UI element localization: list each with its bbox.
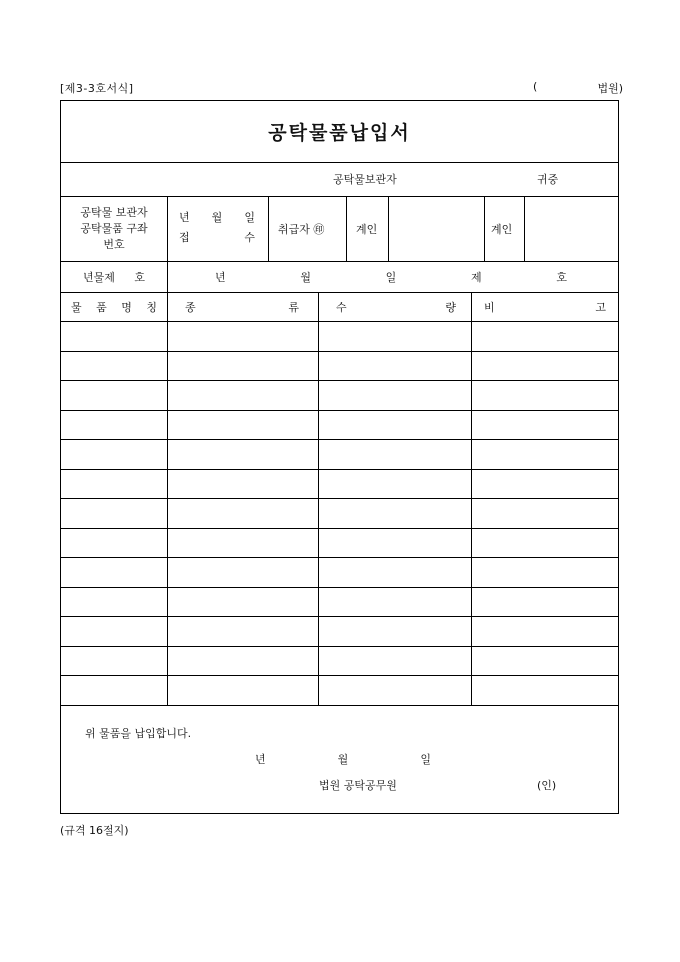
- account-seal-label: 계인: [356, 222, 378, 236]
- value-char: 년: [215, 270, 226, 284]
- label-line: 공탁물품 구좌: [80, 221, 148, 235]
- divider: [346, 196, 347, 261]
- divider: [268, 196, 269, 261]
- col-quantity: [336, 292, 456, 321]
- handler-label: 취급자 ㊞: [278, 222, 325, 236]
- number-row-label: [83, 261, 145, 292]
- closing-date: [255, 749, 431, 769]
- table-row-line: [61, 646, 618, 647]
- divider: [524, 196, 525, 261]
- seal-mark: (인): [537, 779, 557, 792]
- value-char: 호: [556, 270, 567, 284]
- label-line: 번호: [103, 237, 125, 251]
- deposit-form: [60, 100, 619, 814]
- divider: [167, 261, 168, 292]
- court-open-paren: (: [533, 80, 538, 93]
- receipt-char: 접: [179, 231, 190, 244]
- header-char: 칭: [146, 300, 157, 314]
- paper-size-note: (규격 16절지): [60, 824, 129, 837]
- year-char: 년: [179, 211, 190, 224]
- header-char: 수: [336, 300, 347, 314]
- header-char: 물: [71, 300, 82, 314]
- receipt-char: 수: [244, 231, 255, 244]
- honorific: 귀중: [537, 173, 559, 186]
- table-row-line: [61, 380, 618, 381]
- header-char: 품: [96, 300, 107, 314]
- table-row-line: [61, 587, 618, 588]
- table-row-line: [61, 675, 618, 676]
- label-part: 호: [134, 270, 145, 284]
- divider: [61, 321, 618, 322]
- header-char: 비: [484, 300, 495, 314]
- table-row-line: [61, 498, 618, 499]
- table-row-line: [61, 528, 618, 529]
- header-char: 고: [595, 300, 606, 314]
- divider: [61, 705, 618, 706]
- table-row-line: [61, 410, 618, 411]
- addressee: 공탁물보관자: [333, 173, 397, 186]
- court-label: 법원): [597, 82, 623, 95]
- header-char: 종: [185, 300, 196, 314]
- label-line: 공탁물 보관자: [80, 205, 148, 219]
- month-char: 월: [211, 211, 223, 224]
- header-char: 량: [445, 300, 456, 314]
- year-char: 년: [255, 753, 266, 766]
- receipt-cell: [179, 229, 255, 245]
- header-char: 명: [121, 300, 132, 314]
- header-char: 류: [288, 300, 299, 314]
- date-cell: [179, 209, 255, 225]
- table-row-line: [61, 439, 618, 440]
- signer: 법원 공탁공무원: [319, 779, 397, 792]
- column-divider: [471, 292, 472, 705]
- label-part: 년물제: [83, 270, 115, 284]
- table-row-line: [61, 616, 618, 617]
- day-char: 일: [420, 753, 431, 766]
- divider: [484, 196, 485, 261]
- col-item-name: [71, 292, 157, 321]
- column-divider: [167, 292, 168, 705]
- form-code: [제3-3호서식]: [60, 82, 134, 95]
- column-divider: [318, 292, 319, 705]
- table-row-line: [61, 557, 618, 558]
- divider: [388, 196, 389, 261]
- divider: [167, 196, 168, 261]
- account-number-label: [61, 196, 167, 261]
- form-title: 공탁물품납입서: [268, 121, 411, 144]
- col-note: [484, 292, 606, 321]
- value-char: 월: [300, 270, 311, 284]
- closing-statement: 위 물품을 납입합니다.: [85, 727, 192, 740]
- value-char: 제: [470, 270, 482, 284]
- court-name-field: [533, 80, 623, 96]
- day-char: 일: [244, 211, 255, 224]
- month-char: 월: [337, 753, 349, 766]
- table-row-line: [61, 469, 618, 470]
- number-row-value: [215, 261, 567, 292]
- col-kind: [185, 292, 299, 321]
- account-seal-label: 계인: [491, 222, 513, 236]
- table-row-line: [61, 351, 618, 352]
- value-char: 일: [385, 270, 397, 284]
